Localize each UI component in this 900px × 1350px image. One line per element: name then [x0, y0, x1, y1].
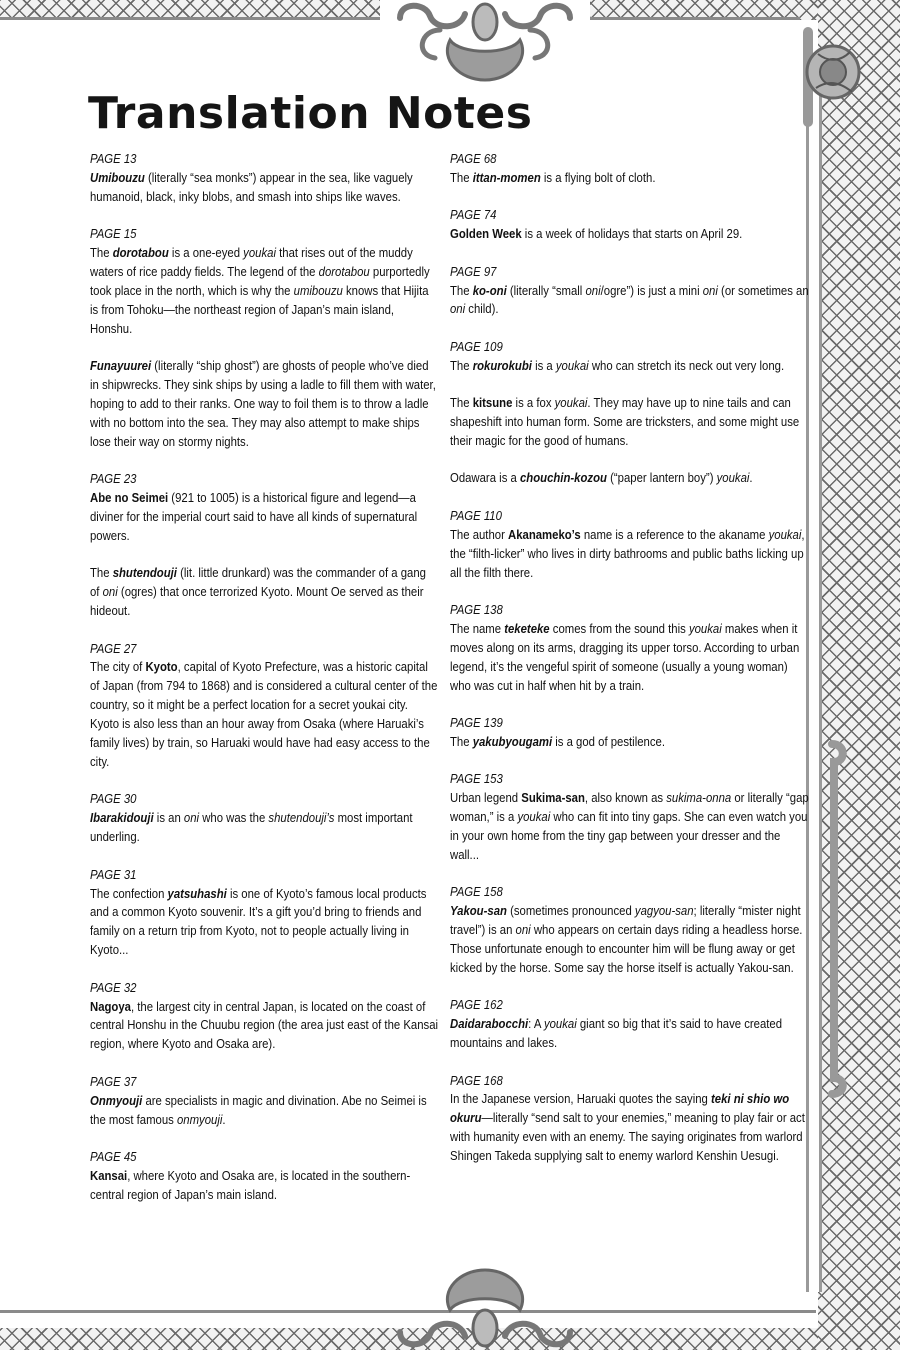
- top-scroll-ornament: [380, 0, 590, 88]
- notes-column-left: [90, 150, 438, 1223]
- note-page-label: PAGE 30: [90, 791, 137, 807]
- note-text-run: who can stretch its neck out very long.: [588, 357, 785, 373]
- note-text-run: that rises out of the muddy waters of rice paddy fields. The legend of the: [90, 245, 413, 280]
- note-entry: [450, 770, 811, 865]
- note-entry: [90, 150, 438, 207]
- note-text-run: The: [450, 169, 473, 185]
- note-text-run: Umibouzu: [90, 169, 145, 185]
- note-paragraph: [90, 564, 438, 621]
- note-text-run: is a god of pestilence.: [552, 733, 665, 749]
- note-text-run: (or sometimes an: [717, 282, 809, 298]
- note-text-run: Sukima-san: [521, 790, 585, 806]
- note-text-run: are specialists in magic and divination. Abe no Seimei is the most famous: [90, 1092, 427, 1127]
- note-entry: [450, 338, 811, 488]
- note-text-run: . They may have up to nine tails and can shapeshift into human form. Some are tricksters, and some might use their magic for the good of humans.: [450, 395, 800, 448]
- bottom-scroll-ornament: [380, 1262, 590, 1350]
- note-page-label: PAGE 45: [90, 1148, 137, 1164]
- note-text-run: oni: [585, 282, 601, 298]
- note-page-label: PAGE 23: [90, 471, 137, 487]
- note-text-run: teketeke: [504, 620, 550, 636]
- note-page-label: PAGE 153: [450, 771, 503, 787]
- note-entry: [450, 206, 811, 244]
- note-text-run: youkai: [555, 357, 589, 373]
- note-text-run: /ogre”) is just a mini: [600, 282, 703, 298]
- note-paragraph: [450, 620, 811, 696]
- note-page-label: PAGE 37: [90, 1073, 137, 1089]
- note-text-run: The city of: [90, 659, 146, 675]
- note-text-run: The author: [450, 526, 509, 542]
- note-paragraph: [450, 357, 811, 376]
- note-paragraph: [90, 169, 438, 207]
- note-text-run: Ibarakidouji: [90, 810, 154, 826]
- note-paragraph: [90, 885, 438, 961]
- note-entry: [90, 1073, 438, 1130]
- note-text-run: youkai: [543, 1016, 577, 1032]
- note-entry: [90, 790, 438, 847]
- note-page-label: PAGE 15: [90, 226, 137, 242]
- note-text-run: dorotabou: [112, 245, 169, 261]
- note-text-run: umibouzu: [293, 282, 343, 298]
- note-text-run: is one of Kyoto’s famous local products and a common Kyoto souvenir. It’s a gift you’d bring to friends and family on a return trip from Kyoto, not to people actually living in Kyoto...: [90, 885, 427, 958]
- note-text-run: shutendouji: [112, 565, 177, 581]
- note-page-label: PAGE 139: [450, 714, 503, 730]
- note-paragraph: [450, 394, 811, 451]
- note-text-run: who can fit into tiny gaps. She can even watch you in your own home from the tiny gap between your dresser and the wall...: [450, 809, 808, 862]
- note-text-run: (ogres) that once terrorized Kyoto. Mount Oe served as their hideout.: [90, 584, 424, 619]
- note-text-run: oni: [702, 282, 718, 298]
- note-entry: [90, 979, 438, 1055]
- note-paragraph: [90, 489, 438, 546]
- note-page-label: PAGE 31: [90, 866, 137, 882]
- note-page-label: PAGE 168: [450, 1072, 503, 1088]
- note-text-run: oni: [515, 922, 531, 938]
- note-text-run: Kansai: [90, 1167, 128, 1183]
- note-paragraph: [450, 1090, 811, 1166]
- note-text-run: yakubyougami: [472, 733, 553, 749]
- note-text-run: name is a reference to the akaname: [580, 526, 769, 542]
- note-text-run: youkai: [243, 245, 276, 261]
- note-text-run: is an: [153, 810, 184, 826]
- note-text-run: (sometimes pronounced: [506, 903, 635, 919]
- note-page-label: PAGE 162: [450, 997, 503, 1013]
- note-entry: [90, 225, 438, 451]
- note-text-run: yagyou-san: [634, 903, 694, 919]
- note-text-run: The: [450, 733, 473, 749]
- note-text-run: , also known as: [584, 790, 667, 806]
- note-text-run: —literally “send salt to your enemies,” meaning to play fair or act with humanity even with an enemy. The saying originates from warlord Shingen Takeda supplying salt to enemy warlord Kenshin Uesugi.: [450, 1110, 805, 1164]
- note-text-run: The: [90, 245, 113, 261]
- note-text-run: Funayuurei: [90, 358, 152, 374]
- note-text-run: Akanameko’s: [508, 526, 581, 542]
- note-text-run: The: [90, 565, 113, 581]
- note-text-run: yatsuhashi: [167, 885, 227, 901]
- note-text-run: child).: [465, 301, 499, 317]
- note-page-label: PAGE 32: [90, 979, 137, 995]
- note-paragraph: [90, 809, 438, 847]
- note-text-run: The confection: [90, 885, 168, 901]
- note-entry: [450, 150, 811, 188]
- note-entry: [450, 263, 811, 320]
- note-paragraph: [90, 244, 438, 339]
- note-text-run: Onmyouji: [90, 1092, 143, 1108]
- note-entry: [90, 1148, 438, 1205]
- note-text-run: (921 to 1005) is a historical figure and legend—a diviner for the imperial court said to have all kinds of supernatural powers.: [90, 490, 418, 543]
- note-text-run: is a flying bolt of cloth.: [540, 169, 656, 185]
- note-text-run: Kyoto: [145, 659, 178, 675]
- note-page-label: PAGE 74: [450, 207, 497, 223]
- note-page-label: PAGE 109: [450, 338, 503, 354]
- note-paragraph: [450, 902, 811, 978]
- note-entry: [90, 470, 438, 621]
- note-page-label: PAGE 158: [450, 884, 503, 900]
- note-text-run: , the “filth-licker” who lives in dirty bathrooms and public baths licking up all the filth there.: [450, 526, 805, 580]
- note-text-run: youkai: [768, 526, 802, 542]
- note-page-label: PAGE 27: [90, 640, 137, 656]
- note-text-run: youkai: [517, 809, 551, 825]
- note-paragraph: [450, 526, 811, 583]
- note-entry: [450, 507, 811, 583]
- note-text-run: who appears on certain days riding a headless horse. Those unfortunate enough to encounter him will be flung away or get kicked by the horse. Some say the horse itself is actually Yakou-san.: [450, 922, 803, 975]
- note-text-run: .: [749, 470, 753, 486]
- note-text-run: .: [222, 1111, 226, 1127]
- note-paragraph: [90, 658, 438, 771]
- note-text-run: knows that Hijita is from Tohoku—the northeast region of Japan’s main island, Honshu.: [90, 282, 429, 336]
- note-entry: [450, 714, 811, 752]
- note-entry: [450, 883, 811, 978]
- right-lattice-border: [818, 0, 900, 1350]
- note-text-run: who was the: [199, 810, 269, 826]
- note-paragraph: [450, 282, 811, 320]
- note-text-run: (literally “sea monks”) appear in the sea, like vaguely humanoid, black, inky blobs, and smash into ships like waves.: [90, 169, 413, 204]
- note-entry: [450, 601, 811, 696]
- note-text-run: Odawara is a: [450, 470, 520, 486]
- note-paragraph: [450, 225, 811, 244]
- note-text-run: ittan-momen: [472, 169, 541, 185]
- note-text-run: or literally “gap woman,” is a: [450, 790, 809, 825]
- note-text-run: The: [450, 282, 473, 298]
- note-text-run: Abe no Seimei: [90, 490, 169, 506]
- note-text-run: makes when it moves along on its arms, dragging its upper torso. According to urban legend, it’s the vengeful spirit of someone (usually a young woman) who was cut in half when hit by a train.: [450, 620, 800, 693]
- note-text-run: (“paper lantern boy”): [606, 470, 717, 486]
- note-text-run: is a one-eyed: [168, 245, 244, 261]
- note-paragraph: [90, 1092, 438, 1130]
- note-text-run: ko-oni: [472, 282, 507, 298]
- note-text-run: , where Kyoto and Osaka are, is located in the southern-central region of Japan’s main island.: [90, 1167, 411, 1202]
- notes-column-right: [450, 150, 811, 1185]
- note-text-run: Nagoya: [90, 998, 131, 1014]
- note-text-run: (literally “small: [506, 282, 586, 298]
- note-page-label: PAGE 68: [450, 151, 497, 166]
- note-paragraph: [90, 357, 438, 452]
- note-text-run: The: [450, 395, 473, 411]
- page-title: Translation Notes: [88, 88, 533, 139]
- note-text-run: : A: [528, 1016, 544, 1032]
- note-entry: [450, 1072, 811, 1167]
- note-text-run: is a: [531, 357, 556, 373]
- note-paragraph: [90, 1167, 438, 1205]
- note-text-run: , the largest city in central Japan, is located on the coast of central Honshu in the Chuubu region (the area just east of the Kansai region, where Kyoto and Osaka are).: [90, 998, 439, 1052]
- note-entry: [90, 640, 438, 772]
- note-text-run: Urban legend: [450, 790, 522, 806]
- note-text-run: onmyouji: [176, 1111, 223, 1127]
- note-text-run: most important underling.: [90, 810, 413, 845]
- note-text-run: Golden Week: [450, 226, 522, 242]
- note-text-run: (literally “ship ghost”) are ghosts of people who’ve died in shipwrecks. They sink ships by using a ladle to fill them with water, hoping to add to their ranks. One way to foil them is to throw a ladle with no bottom into the sea. They may also attempt to make ships lose their way on stormy nights.: [90, 358, 436, 449]
- note-text-run: teki ni shio wo okuru: [450, 1091, 790, 1126]
- note-text-run: shutendouji’s: [268, 810, 335, 826]
- note-page-label: PAGE 13: [90, 151, 137, 166]
- note-text-run: oni: [183, 810, 200, 826]
- note-paragraph: [450, 469, 811, 488]
- note-paragraph: [90, 998, 438, 1055]
- corner-rose-ornament: [778, 22, 878, 132]
- note-text-run: youkai: [554, 395, 588, 411]
- note-text-run: is a fox: [512, 395, 555, 411]
- note-text-run: comes from the sound this: [549, 620, 689, 636]
- note-entry: [450, 996, 811, 1053]
- note-paragraph: [450, 1015, 811, 1053]
- note-text-run: rokurokubi: [472, 357, 532, 373]
- note-text-run: In the Japanese version, Haruaki quotes the saying: [450, 1091, 712, 1107]
- note-text-run: purportedly took place in the north, which is why the: [90, 264, 430, 298]
- note-text-run: is a week of holidays that starts on April 29.: [521, 226, 743, 242]
- note-text-run: chouchin-kozou: [519, 470, 607, 486]
- note-page-label: PAGE 110: [450, 507, 502, 523]
- note-text-run: The name: [450, 620, 505, 636]
- note-text-run: giant so big that it’s said to have created mountains and lakes.: [450, 1016, 783, 1051]
- note-text-run: youkai: [716, 470, 750, 486]
- note-text-run: (lit. little drunkard) was the commander of a gang of: [90, 565, 426, 600]
- note-paragraph: [450, 169, 811, 188]
- note-text-run: Daidarabocchi: [450, 1016, 529, 1032]
- note-text-run: The: [450, 357, 473, 373]
- note-text-run: sukima-onna: [666, 790, 732, 806]
- note-paragraph: [450, 733, 811, 752]
- note-page-label: PAGE 138: [450, 601, 503, 617]
- note-text-run: Yakou-san: [450, 903, 507, 919]
- note-text-run: youkai: [688, 620, 722, 636]
- note-text-run: oni: [450, 301, 466, 317]
- note-text-run: kitsune: [472, 395, 513, 411]
- note-text-run: dorotabou: [318, 264, 370, 280]
- note-text-run: oni: [102, 584, 118, 600]
- note-paragraph: [450, 789, 811, 865]
- note-page-label: PAGE 97: [450, 263, 497, 279]
- right-scroll-ornament: [822, 738, 852, 1098]
- note-entry: [90, 866, 438, 961]
- note-text-run: , capital of Kyoto Prefecture, was a historic capital of Japan (from 794 to 1868) and is considered a cultural center of the country, so it might be a perfect location for a secret youkai city. Kyoto is also less than an hour away from Osaka (where Haruaki’s family lives) by train, so Haruaki would have had easy access to the city.: [90, 659, 438, 769]
- note-text-run: ; literally “mister night travel”) is an: [450, 903, 801, 938]
